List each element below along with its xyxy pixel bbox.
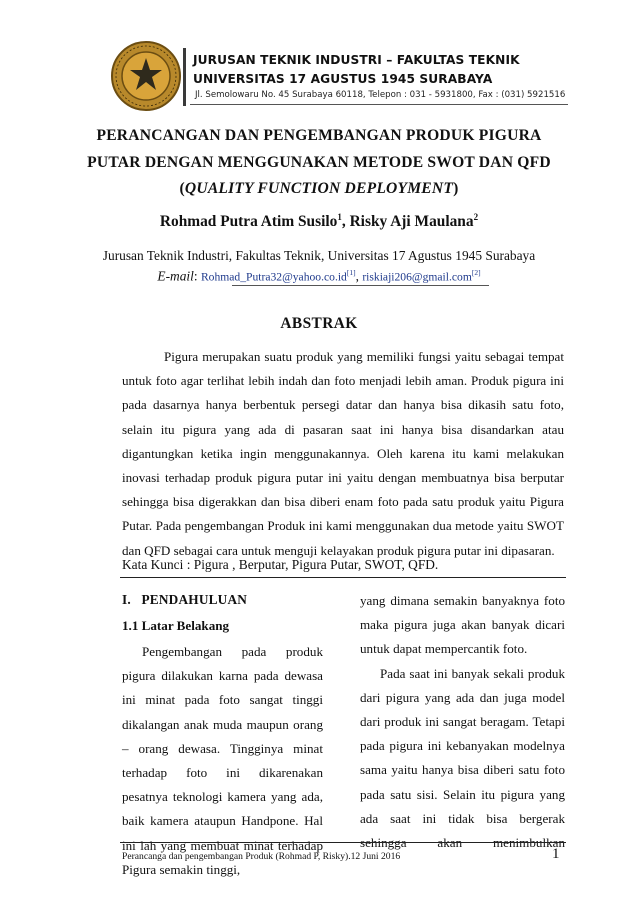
email-ref-1: [1] (346, 268, 356, 277)
header-divider-bar (183, 48, 186, 106)
footer-rule (120, 842, 566, 843)
subsection-heading: 1.1 Latar Belakang (122, 618, 230, 633)
abstract-text: Pigura merupakan suatu produk yang memiliki fungsi yaitu sebagai tempat untuk foto agar terlihat lebih indah dan foto menjadi lebih aman. Produk pigura ini pada dasarnya hanya berbentuk persegi datar dan hanya bisa dikasih satu foto, selain itu pigura yang ada di pasaran saat ini hanya bisa disandarkan atau digantungkan ketika ingin menggunakannya. Oleh karena itu kami melakukan inovasi terhadap produk pigura putar ini yaitu dengan membuatnya bisa berputar sehingga bisa digerakkan dan bisa diberi enam foto pada satu produk yaitu Pigura Putar. Pada pengembangan Produk ini kami menggunakan dua metode yaitu SWOT dan QFD sebagai cara untuk menguji kelayakan produk pigura putar ini dipasaran. (122, 349, 564, 558)
email-ref-2: [2] (471, 268, 481, 277)
header-rule (190, 104, 568, 105)
university-seal-icon (110, 40, 182, 112)
abstract-heading: ABSTRAK (280, 315, 358, 332)
department-name: JURUSAN TEKNIK INDUSTRI – FAKULTAS TEKNIK (193, 53, 520, 67)
university-logo (110, 40, 182, 112)
email-link-1[interactable]: Rohmad_Putra32@yahoo.co.id (200, 270, 347, 284)
right-paragraph-1: yang dimana semakin banyaknya foto maka pigura juga akan banyak dicari untuk dapat mempercantik foto. (360, 593, 565, 657)
right-column (360, 589, 565, 855)
email-link-2[interactable]: riskiaji206@gmail.com (362, 270, 472, 284)
author-2: Risky Aji Maulana (349, 213, 474, 231)
paper-title-line-3 (0, 180, 638, 198)
affiliation: Jurusan Teknik Industri, Fakultas Teknik, Universitas 17 Agustus 1945 Surabaya (102, 248, 536, 263)
left-paragraph: Pengembangan pada produk pigura dilakukan karna pada dewasa ini minat pada foto sangat tinggi dikalangan anak muda maupun orang – orang dewasa. Tingginya minat terhadap foto ini dikarenakan pesatnya teknologi kamera yang ada, baik kamera ataupun Handpone. Hal ini lah yang membuat minat terhadap Pigura semakin tinggi, (122, 644, 323, 877)
keywords: Kata Kunci : Pigura , Berputar, Pigura Putar, SWOT, QFD. (122, 557, 439, 572)
author-1: Rohmad Putra Atim Susilo (159, 213, 338, 231)
author-2-affil: 2 (473, 212, 479, 222)
author-separator: , (341, 213, 350, 231)
footer-citation: Perancanga dan pengembangan Produk (Rohmad P, Risky).12 Juni 2016 (122, 851, 401, 862)
author-list (0, 212, 638, 231)
abstract-body (122, 345, 564, 563)
title-paren-close: ) (453, 180, 459, 197)
title-italic-part: QUALITY FUNCTION DEPLOYMENT (184, 180, 454, 197)
paper-title-line-1: PERANCANGAN DAN PENGEMBANGAN PRODUK PIGURA (96, 127, 542, 144)
left-column (122, 640, 323, 882)
university-address: Jl. Semolowaru No. 45 Surabaya 60118, Telepon : 031 - 5931800, Fax : (031) 5921516 (195, 90, 566, 100)
email-underline (232, 285, 489, 286)
email-line (0, 268, 638, 284)
email-colon: : (193, 268, 201, 284)
page-number: 1 (552, 846, 560, 862)
university-name: UNIVERSITAS 17 AGUSTUS 1945 SURABAYA (193, 72, 493, 86)
email-label: E-mail (157, 268, 194, 284)
section-heading: I. PENDAHULUAN (122, 592, 248, 607)
right-paragraph-2: Pada saat ini banyak sekali produk dari pigura yang ada dan juga model dari produk ini sangat beragam. Tetapi pada pigura ini kebanyakan modelnya sama yaitu hanya bisa diberi satu foto pada satu sisi. Selain itu pigura yang ada saat ini tidak bisa bergerak sehingga akan menimbulkan (360, 665, 565, 851)
title-paren-open: ( (179, 180, 185, 197)
paper-title-line-2: PUTAR DENGAN MENGGUNAKAN METODE SWOT DAN QFD (87, 154, 551, 171)
email-comma: , (355, 268, 363, 284)
author-1-affil: 1 (337, 212, 342, 222)
keywords-rule (120, 577, 566, 578)
